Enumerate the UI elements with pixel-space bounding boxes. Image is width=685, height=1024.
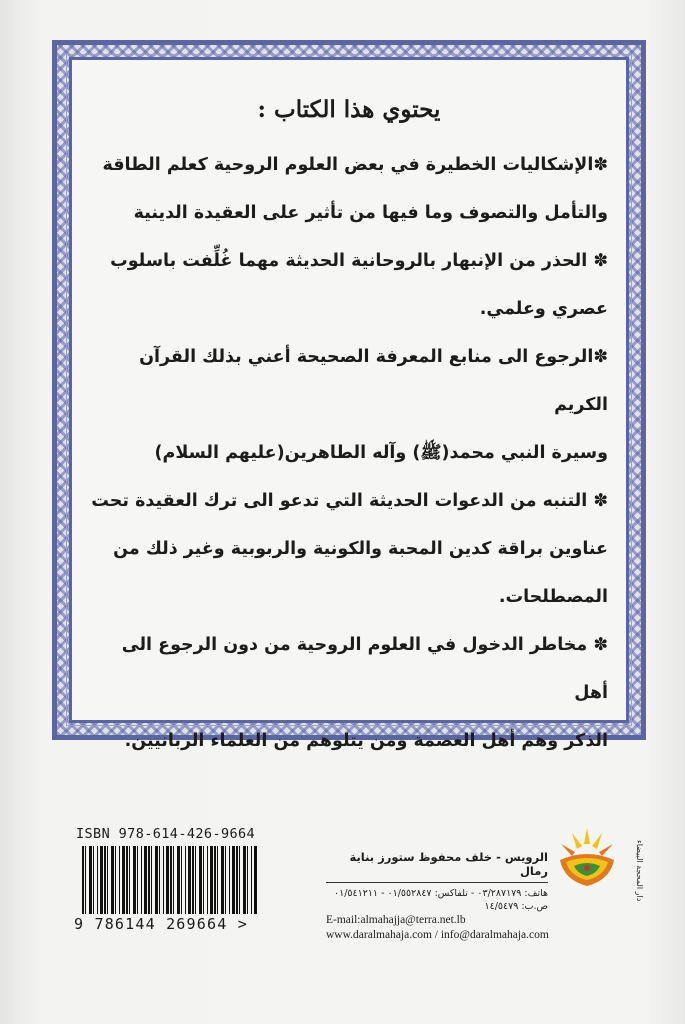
publisher-website: www.daralmahaja.com / info@daralmahaja.com	[326, 929, 549, 941]
contents-line: والتأمل والتصوف وما فيها من تأثير على العقيدة الدينية	[133, 203, 608, 223]
contents-line: عناوين براقة كدين المحبة والكونية والربوبية وغير ذلك من	[113, 539, 608, 559]
publisher-phone: هاتف: ٠٣/٢٨٧١٧٩ - تلفاكس: ٠١/٥٥٢٨٤٧ - ٠١/٥٤١٢١١	[334, 888, 548, 899]
barcode-number: 9 786144 269664 >	[74, 915, 248, 933]
contents-line: عصري وعلمي.	[479, 299, 608, 319]
ornamental-frame	[52, 40, 646, 751]
contents-line: ✽ التنبه من الدعوات الحديثة التي تدعو الى ترك العقيدة تحت	[91, 491, 608, 511]
publisher-email: E-mail:almahajja@terra.net.lb	[326, 914, 466, 926]
publisher-po-box: ص.ب: ١٤/٥٤٧٩	[484, 901, 548, 912]
contents-line: ✽الرجوع الى منابع المعرفة الصحيحة أعني بذلك القرآن الكريم	[139, 347, 608, 415]
barcode	[82, 846, 258, 914]
contents-line: المصطلحات.	[498, 587, 608, 607]
publisher-logo-name: دار المحجة البيضاء	[635, 840, 644, 902]
contents-line: الذكر وهم أهل العصمة ومن يتلوهم من العلماء الربانيين.	[124, 731, 608, 751]
contents-text	[90, 96, 608, 751]
frame-panel	[69, 57, 629, 751]
contents-heading: يحتوي هذا الكتاب :	[257, 96, 441, 123]
isbn-label: ISBN 978-614-426-9664	[76, 826, 256, 842]
publisher-logo-icon	[552, 820, 622, 900]
contents-line: ✽الإشكاليات الخطيرة في بعض العلوم الروحية كعلم الطاقة	[102, 155, 608, 175]
divider	[326, 882, 548, 883]
publisher-address: الرويس - خلف محفوظ ستورز بناية رمال	[349, 850, 548, 878]
contents-line: ✽ مخاطر الدخول في العلوم الروحية من دون الرجوع الى أهل	[121, 635, 608, 703]
publisher-info	[326, 850, 548, 941]
contents-line: ✽ الحذر من الإنبهار بالروحانية الحديثة مهما غُلِّفت باسلوب	[110, 251, 608, 271]
contents-line: وسيرة النبي محمد(ﷺ) وآله الطاهرين(عليهم السلام)	[154, 443, 608, 463]
logo-rays-icon	[561, 828, 613, 856]
